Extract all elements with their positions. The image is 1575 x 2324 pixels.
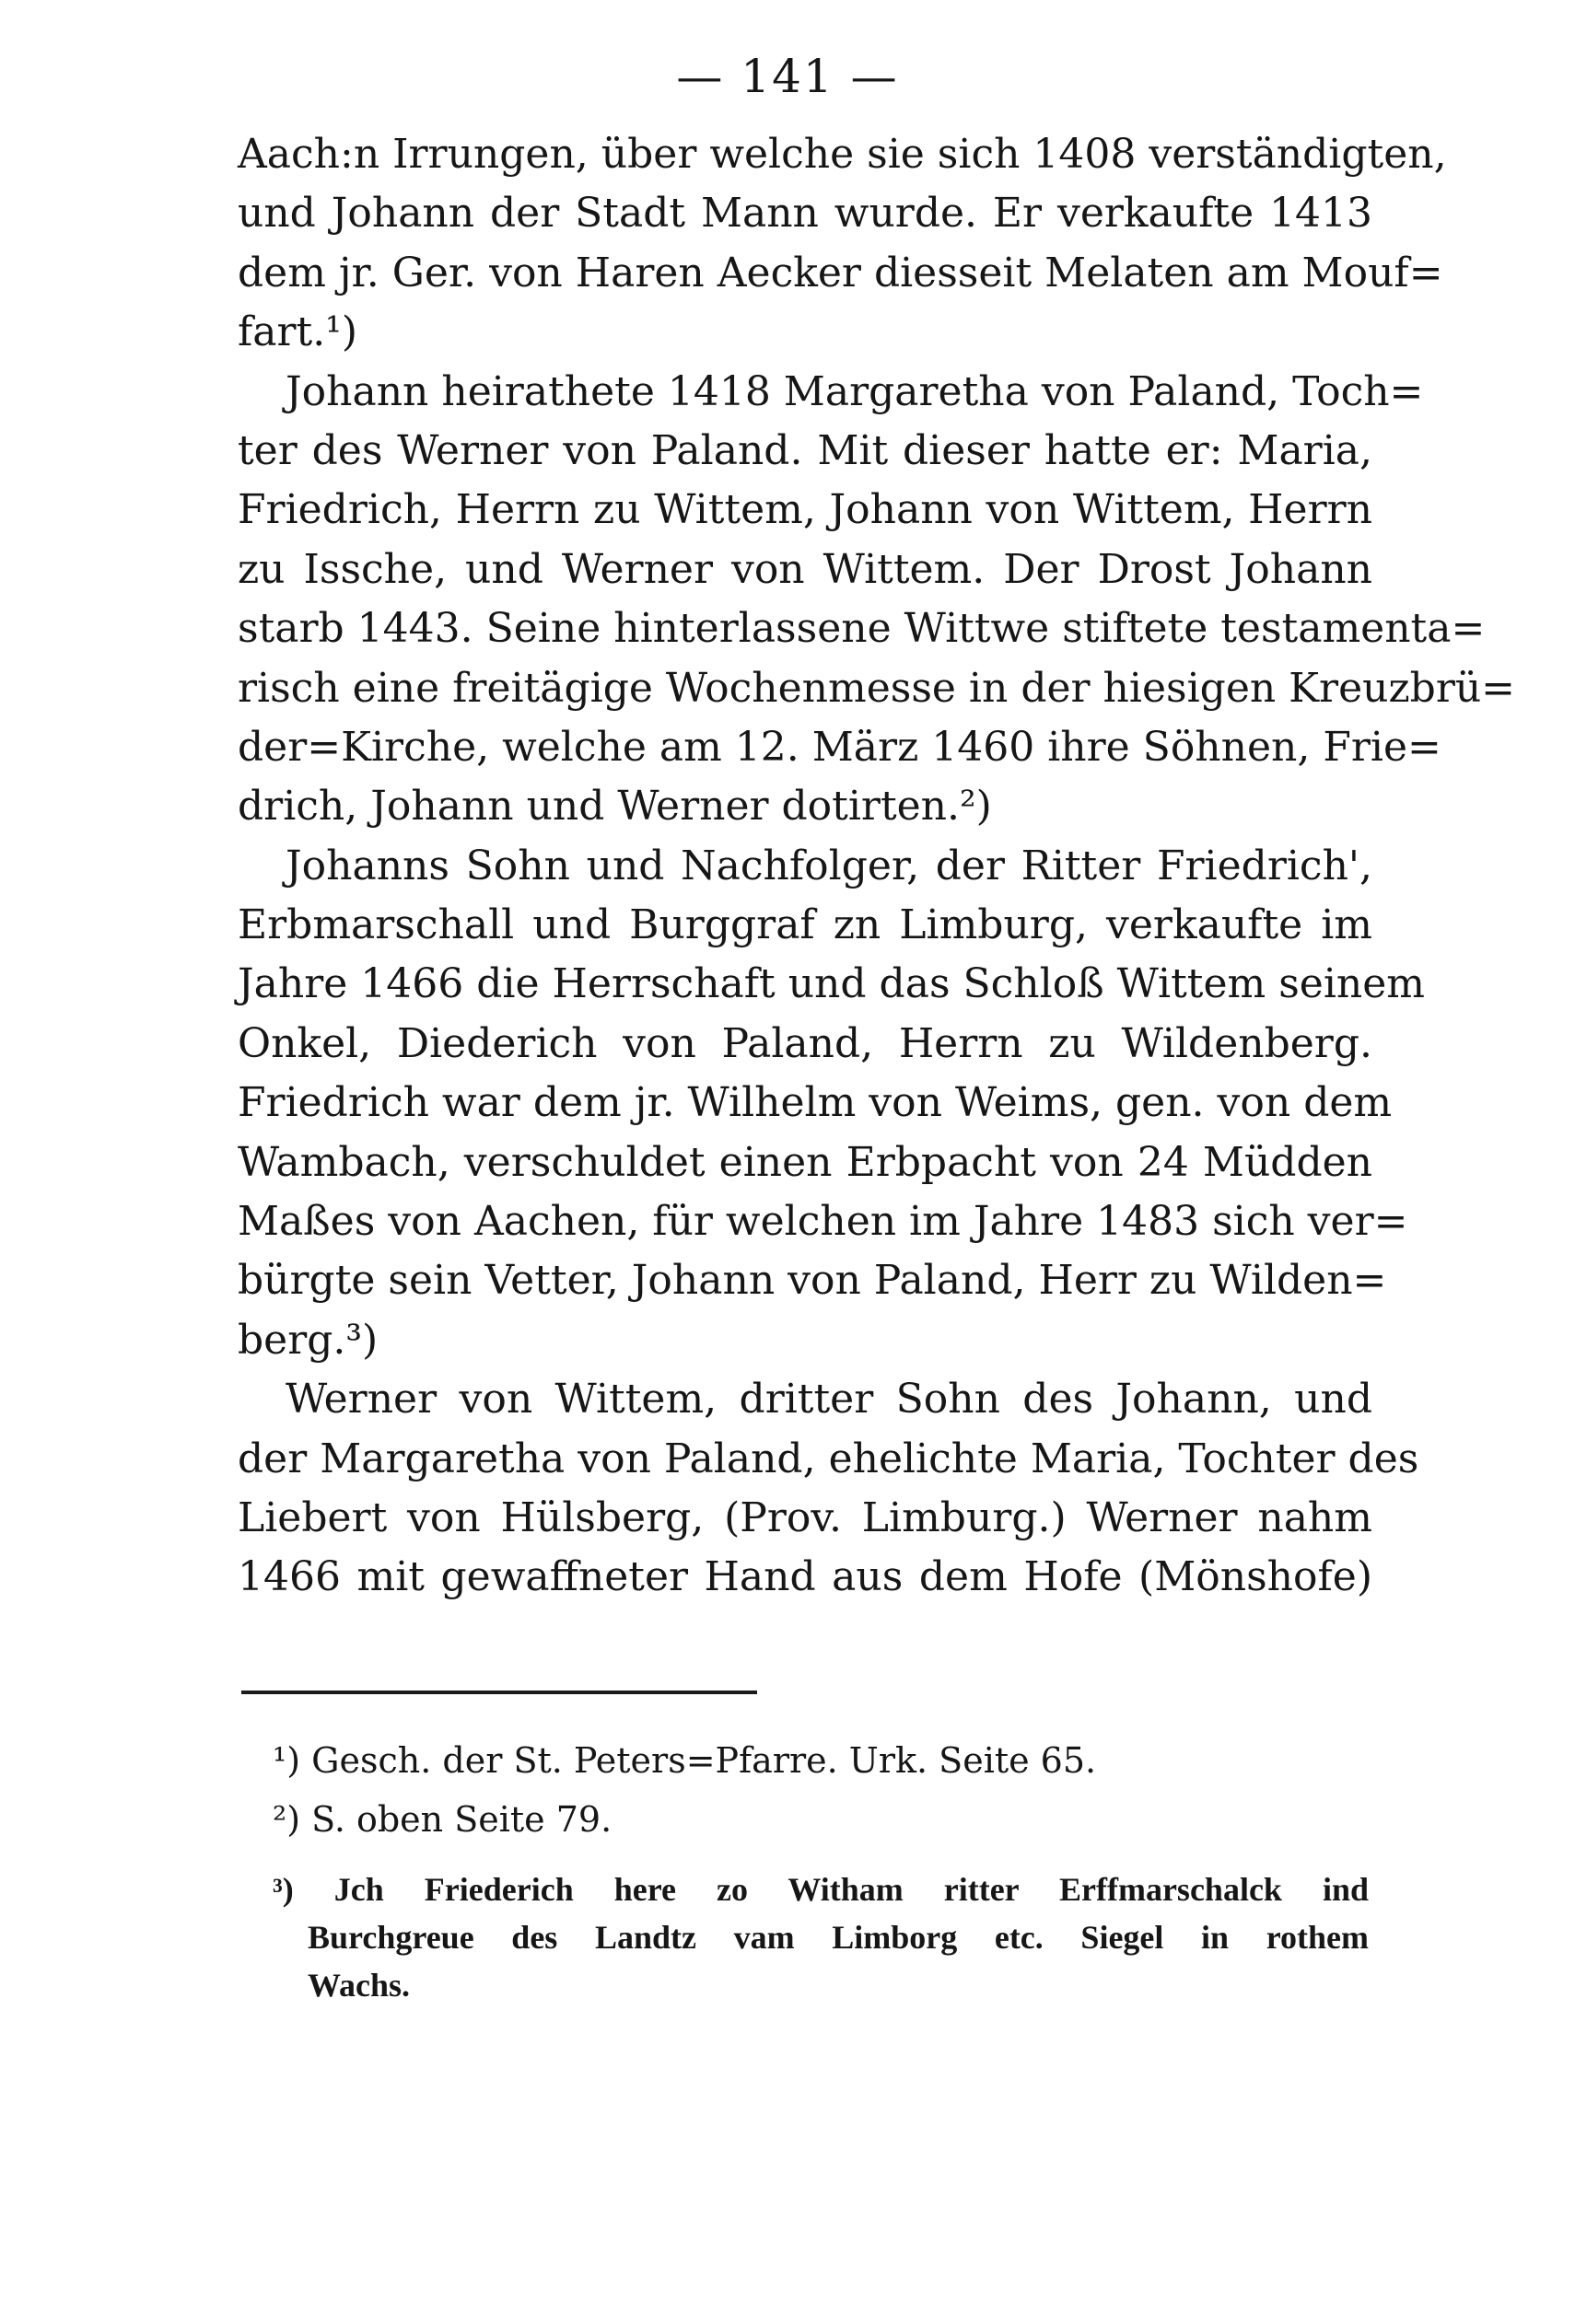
text-line: Jahre 1466 die Herrschaft und das Schloß Wittem seinem xyxy=(238,960,1425,1008)
text-line: zu Issche, und Werner von Wittem. Der Drost Johann xyxy=(238,545,1372,593)
text-line: bürgte sein Vetter, Johann von Paland, Herr zu Wilden= xyxy=(238,1257,1387,1305)
text-line: Johanns Sohn und Nachfolger, der Ritter Friedrich', xyxy=(286,842,1372,889)
text-line: der=Kirche, welche am 12. März 1460 ihre Söhnen, Frie= xyxy=(238,723,1441,771)
text-line: risch eine freitägige Wochenmesse in der hiesigen Kreuzbrü= xyxy=(238,664,1516,712)
text-line: drich, Johann und Werner dotirten.²) xyxy=(238,783,992,831)
text-line: ter des Werner von Paland. Mit dieser hatte er: Maria, xyxy=(238,426,1372,474)
text-line: Onkel, Diederich von Paland, Herrn zu Wildenberg. xyxy=(238,1019,1372,1067)
text-line: der Margaretha von Paland, ehelichte Maria, Tochter des xyxy=(238,1435,1419,1482)
text-line: Werner von Wittem, dritter Sohn des Johann, und xyxy=(286,1376,1372,1423)
text-line: Erbmarschall und Burggraf zn Limburg, verkaufte im xyxy=(238,901,1372,949)
footnotes xyxy=(273,1731,1378,2009)
footnote-3-line: Burchgreue des Landtz vam Limborg etc. Siegel in rothem xyxy=(308,1919,1369,1956)
footnote-divider xyxy=(241,1691,757,1694)
page-number: — 141 — xyxy=(676,50,899,103)
text-line: Maßes von Aachen, für welchen im Jahre 1483 sich ver= xyxy=(238,1198,1408,1246)
footnote-2: ²) S. oben Seite 79. xyxy=(273,1799,612,1840)
text-line: Liebert von Hülsberg, (Prov. Limburg.) Werner nahm xyxy=(238,1493,1372,1541)
text-line: fart.¹) xyxy=(238,308,358,356)
text-line: Friedrich war dem jr. Wilhelm von Weims, gen. von dem xyxy=(238,1079,1393,1127)
text-line: Friedrich, Herrn zu Wittem, Johann von Wittem, Herrn xyxy=(238,486,1372,534)
text-line: Wambach, verschuldet einen Erbpacht von 24 Müdden xyxy=(238,1138,1372,1186)
text-line: Johann heirathete 1418 Margaretha von Paland, Toch= xyxy=(286,367,1424,415)
text-line: starb 1443. Seine hinterlassene Wittwe stiftete testamenta= xyxy=(238,605,1486,653)
footnote-3-line: Wachs. xyxy=(308,1967,411,2004)
text-line: und Johann der Stadt Mann wurde. Er verkaufte 1413 xyxy=(238,190,1372,238)
text-line: 1466 mit gewaffneter Hand aus dem Hofe (Mönshofe) xyxy=(238,1553,1372,1601)
text-line: dem jr. Ger. von Haren Aecker diesseit Melaten am Mouf= xyxy=(238,249,1443,296)
footnote-3 xyxy=(273,1865,1378,2009)
text-line: Aach:n Irrungen, über welche sie sich 1408 verständigten, xyxy=(238,131,1447,178)
text-line: berg.³) xyxy=(238,1316,379,1364)
footnote-1: ¹) Gesch. der St. Peters=Pfarre. Urk. Seite 65. xyxy=(273,1740,1097,1781)
body-text xyxy=(238,125,1516,1608)
footnote-3-line: ³) Jch Friederich here zo Witham ritter Erffmarschalck ind xyxy=(273,1871,1369,1908)
